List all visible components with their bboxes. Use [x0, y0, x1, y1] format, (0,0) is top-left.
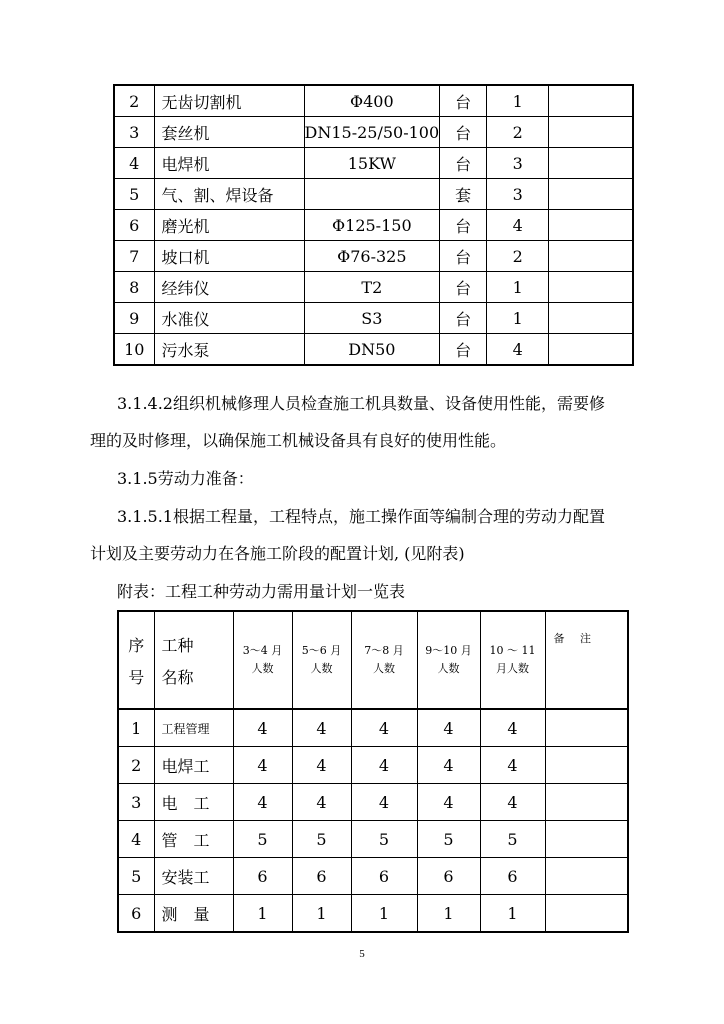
labour-p4-cell: 1	[417, 895, 480, 933]
labour-remark-cell	[545, 784, 628, 821]
equipment-remark-cell	[549, 85, 633, 117]
equipment-unit-cell: 台	[440, 241, 487, 272]
header-period-1: 3～4 月 人数	[233, 611, 292, 709]
header-period-5: 10 ～ 11 月人数	[480, 611, 545, 709]
labour-p4-cell: 5	[417, 821, 480, 858]
equipment-unit-cell: 台	[440, 210, 487, 241]
labour-p4-cell: 4	[417, 709, 480, 747]
header-period-3: 7～8 月 人数	[351, 611, 417, 709]
paragraph-3-1-5-1: 3.1.5.1根据工程量，工程特点，施工操作面等编制合理的劳动力配置	[117, 507, 605, 526]
labour-no-cell: 4	[118, 821, 154, 858]
labour-p4-cell: 4	[417, 747, 480, 784]
equipment-qty-cell: 2	[487, 241, 549, 272]
equipment-qty-cell: 1	[487, 303, 549, 334]
table-row	[114, 210, 633, 241]
equipment-remark-cell	[549, 241, 633, 272]
labour-p2-cell: 4	[292, 709, 351, 747]
labour-p5-cell: 4	[480, 784, 545, 821]
header-type: 工种 名称	[154, 611, 233, 709]
table-row	[114, 272, 633, 303]
paragraph-3-1-4-2: 3.1.4.2组织机械修理人员检查施工机具数量、设备使用性能，需要修	[117, 394, 605, 413]
table-row	[114, 85, 633, 117]
labour-table-header	[118, 611, 628, 709]
equipment-no-cell: 7	[114, 241, 154, 272]
table-row	[114, 303, 633, 334]
table-row	[118, 821, 628, 858]
labour-p4-cell: 6	[417, 858, 480, 895]
equipment-remark-cell	[549, 117, 633, 148]
labour-p5-cell: 1	[480, 895, 545, 933]
labour-p1-cell: 4	[233, 784, 292, 821]
labour-type-cell: 电 工	[154, 784, 233, 821]
equipment-remark-cell	[549, 272, 633, 303]
equipment-name-cell: 电焊机	[154, 148, 304, 179]
labour-no-cell: 6	[118, 895, 154, 933]
labour-remark-cell	[545, 747, 628, 784]
labour-remark-cell	[545, 821, 628, 858]
table-row	[114, 334, 633, 366]
equipment-spec-cell: S3	[304, 303, 440, 334]
equipment-no-cell: 10	[114, 334, 154, 366]
labour-p2-cell: 6	[292, 858, 351, 895]
equipment-qty-cell: 3	[487, 148, 549, 179]
equipment-name-cell: 经纬仪	[154, 272, 304, 303]
labour-remark-cell	[545, 895, 628, 933]
labour-p3-cell: 5	[351, 821, 417, 858]
labour-p3-cell: 4	[351, 784, 417, 821]
equipment-qty-cell: 1	[487, 272, 549, 303]
heading-3-1-5: 3.1.5劳动力准备：	[117, 469, 254, 488]
equipment-unit-cell: 台	[440, 85, 487, 117]
equipment-unit-cell: 台	[440, 148, 487, 179]
labour-p1-cell: 6	[233, 858, 292, 895]
labour-table	[117, 610, 629, 933]
labour-p2-cell: 4	[292, 784, 351, 821]
paragraph-3-1-4-2-cont: 理的及时修理，以确保施工机械设备具有良好的使用性能。	[90, 431, 507, 450]
labour-no-cell: 1	[118, 709, 154, 747]
labour-p1-cell: 4	[233, 709, 292, 747]
equipment-remark-cell	[549, 148, 633, 179]
labour-type-cell: 安装工	[154, 858, 233, 895]
labour-p2-cell: 1	[292, 895, 351, 933]
equipment-qty-cell: 4	[487, 210, 549, 241]
equipment-qty-cell: 1	[487, 85, 549, 117]
equipment-name-cell: 磨光机	[154, 210, 304, 241]
header-remark: 备 注	[545, 611, 628, 709]
equipment-spec-cell: Φ76-325	[304, 241, 440, 272]
labour-p5-cell: 4	[480, 747, 545, 784]
equipment-spec-cell: T2	[304, 272, 440, 303]
equipment-spec-cell: Φ400	[304, 85, 440, 117]
equipment-table	[113, 84, 634, 366]
labour-p3-cell: 4	[351, 709, 417, 747]
equipment-qty-cell: 2	[487, 117, 549, 148]
table-row	[118, 709, 628, 747]
equipment-no-cell: 5	[114, 179, 154, 210]
header-no: 序 号	[118, 611, 154, 709]
equipment-qty-cell: 4	[487, 334, 549, 366]
labour-no-cell: 5	[118, 858, 154, 895]
labour-p3-cell: 6	[351, 858, 417, 895]
equipment-spec-cell	[304, 179, 440, 210]
table-row	[114, 179, 633, 210]
equipment-spec-cell: DN15-25/50-100	[304, 117, 440, 148]
equipment-qty-cell: 3	[487, 179, 549, 210]
table-row	[118, 858, 628, 895]
labour-p5-cell: 5	[480, 821, 545, 858]
table-row	[118, 784, 628, 821]
equipment-unit-cell: 台	[440, 272, 487, 303]
table-row	[118, 895, 628, 933]
labour-no-cell: 3	[118, 784, 154, 821]
equipment-no-cell: 2	[114, 85, 154, 117]
equipment-name-cell: 坡口机	[154, 241, 304, 272]
equipment-unit-cell: 台	[440, 303, 487, 334]
table-row	[114, 117, 633, 148]
table-row	[114, 148, 633, 179]
header-period-2: 5～6 月 人数	[292, 611, 351, 709]
labour-type-cell: 测 量	[154, 895, 233, 933]
header-period-4: 9～10 月 人数	[417, 611, 480, 709]
equipment-name-cell: 水准仪	[154, 303, 304, 334]
labour-type-cell: 管 工	[154, 821, 233, 858]
table-caption: 附表：工程工种劳动力需用量计划一览表	[117, 582, 406, 601]
page-number: 5	[359, 948, 365, 960]
equipment-unit-cell: 台	[440, 117, 487, 148]
equipment-no-cell: 9	[114, 303, 154, 334]
equipment-no-cell: 6	[114, 210, 154, 241]
equipment-spec-cell: DN50	[304, 334, 440, 366]
labour-p4-cell: 4	[417, 784, 480, 821]
equipment-remark-cell	[549, 334, 633, 366]
paragraph-3-1-5-1-cont: 计划及主要劳动力在各施工阶段的配置计划, (见附表)	[90, 544, 465, 563]
equipment-unit-cell: 台	[440, 334, 487, 366]
equipment-name-cell: 无齿切割机	[154, 85, 304, 117]
labour-no-cell: 2	[118, 747, 154, 784]
labour-p5-cell: 6	[480, 858, 545, 895]
equipment-no-cell: 3	[114, 117, 154, 148]
labour-type-cell: 工程管理	[154, 709, 233, 747]
equipment-unit-cell: 套	[440, 179, 487, 210]
labour-remark-cell	[545, 709, 628, 747]
equipment-name-cell: 套丝机	[154, 117, 304, 148]
labour-p2-cell: 5	[292, 821, 351, 858]
labour-p5-cell: 4	[480, 709, 545, 747]
equipment-spec-cell: 15KW	[304, 148, 440, 179]
labour-p1-cell: 4	[233, 747, 292, 784]
equipment-name-cell: 污水泵	[154, 334, 304, 366]
equipment-name-cell: 气、割、焊设备	[154, 179, 304, 210]
equipment-spec-cell: Φ125-150	[304, 210, 440, 241]
labour-p3-cell: 1	[351, 895, 417, 933]
equipment-remark-cell	[549, 179, 633, 210]
table-row	[118, 747, 628, 784]
equipment-remark-cell	[549, 303, 633, 334]
labour-p2-cell: 4	[292, 747, 351, 784]
equipment-remark-cell	[549, 210, 633, 241]
labour-p1-cell: 1	[233, 895, 292, 933]
labour-p3-cell: 4	[351, 747, 417, 784]
equipment-no-cell: 8	[114, 272, 154, 303]
labour-type-cell: 电焊工	[154, 747, 233, 784]
labour-remark-cell	[545, 858, 628, 895]
labour-p1-cell: 5	[233, 821, 292, 858]
equipment-no-cell: 4	[114, 148, 154, 179]
table-row	[114, 241, 633, 272]
